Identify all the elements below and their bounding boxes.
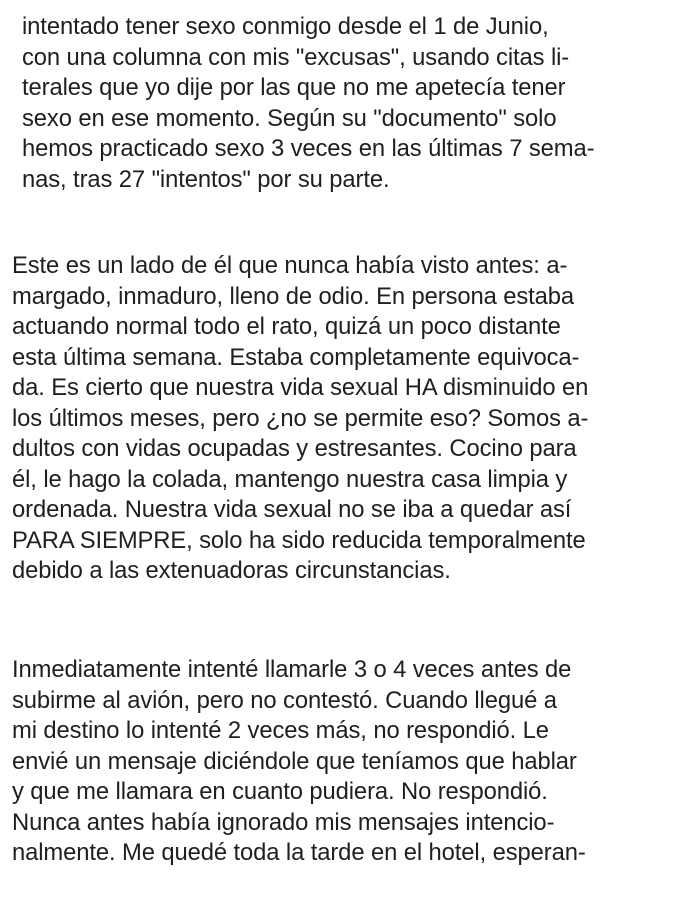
text-line: esta última semana. Estaba completamente equivoca-: [12, 343, 580, 371]
text-line: los últimos meses, pero ¿no se permite eso? Somos a-: [12, 404, 589, 432]
text-line: él, le hago la colada, mantengo nuestra casa limpia y: [12, 465, 568, 493]
text-line: intentado tener sexo conmigo desde el 1 de Junio,: [22, 13, 549, 40]
paragraph-3: [0, 655, 700, 869]
text-line: Este es un lado de él que nunca había visto antes: a-: [12, 252, 568, 279]
text-line: margado, inmaduro, lleno de odio. En persona estaba: [12, 282, 575, 310]
paragraph-1: [0, 12, 700, 195]
text-line: con una columna con mis "excusas", usando citas li-: [22, 43, 570, 71]
text-line: PARA SIEMPRE, solo ha sido reducida temporalmente: [12, 526, 586, 554]
text-line: dultos con vidas ocupadas y estresantes. Cocino para: [12, 435, 577, 462]
paragraph-2: [0, 251, 700, 587]
text-line: nas, tras 27 "intentos" por su parte.: [22, 165, 390, 193]
text-line: ordenada. Nuestra vida sexual no se iba a quedar así: [12, 496, 572, 523]
text-line: terales que yo dije por las que no me apetecía tener: [22, 74, 566, 101]
text-line: actuando normal todo el rato, quizá un poco distante: [12, 313, 561, 340]
text-line: Inmediatamente intenté llamarle 3 o 4 veces antes de: [12, 656, 572, 683]
text-line: envié un mensaje diciéndole que teníamos que hablar: [12, 747, 577, 775]
text-line: da. Es cierto que nuestra vida sexual HA disminuido en: [12, 374, 589, 401]
text-line: y que me llamara en cuanto pudiera. No respondió.: [12, 778, 548, 805]
text-line: sexo en ese momento. Según su "documento" solo: [22, 104, 557, 132]
text-line: Nunca antes había ignorado mis mensajes intencio-: [12, 808, 555, 836]
text-line: nalmente. Me quedé toda la tarde en el hotel, esperan-: [12, 839, 586, 866]
text-line: debido a las extenuadoras circunstancias.: [12, 557, 451, 584]
text-line: hemos practicado sexo 3 veces en las últimas 7 sema-: [22, 135, 595, 162]
text-line: subirme al avión, pero no contestó. Cuando llegué a: [12, 686, 557, 714]
text-line: mi destino lo intenté 2 veces más, no respondió. Le: [12, 717, 549, 744]
